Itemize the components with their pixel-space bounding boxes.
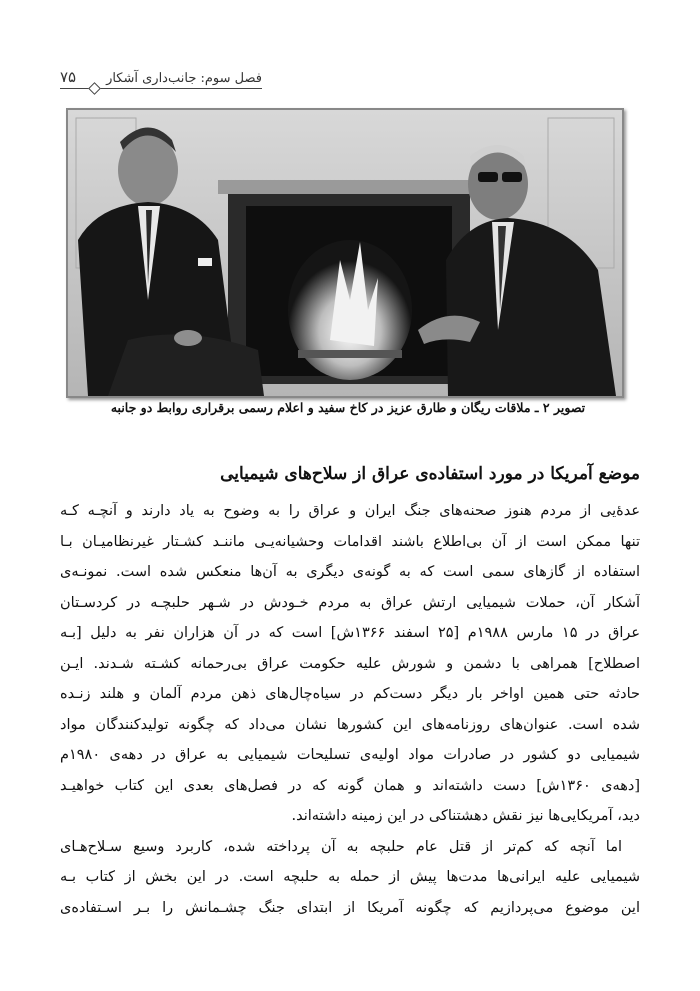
body-line: حادثه حتی همین اواخر بار دیگر دست‌کم در سیاه‌چال‌های ذهن مردم آلمان و هلند زنـده bbox=[60, 686, 640, 702]
photo bbox=[66, 108, 624, 398]
body-line: آشکار آن، حملات شیمیایی ارتش عراق به مردم خـودش در شـهر حلبچـه در کردسـتان bbox=[60, 594, 640, 611]
running-header bbox=[60, 62, 262, 86]
body-line: شیمیایی دو کشور در صادرات مواد اولیه‌ی تسلیحات شیمیایی به عراق در دهه‌ی ۱۹۸۰م bbox=[60, 747, 640, 763]
body-line: استفاده از گازهای سمی است که به گونه‌ی دیگری به آن‌ها منعکس شده است. نمونـه‌ی bbox=[60, 564, 640, 580]
body-line: اصطلاح] همراهی با دشمن و شورش علیه حکومت عراق بی‌رحمانه کشـته شـدند. ایـن bbox=[60, 655, 640, 672]
body-line: این موضوع می‌پردازیم که چگونه آمریکا از ابتدای جنگ چشـمانش را بـر اسـتفاده‌ی bbox=[60, 899, 640, 916]
body-line: تنها ممکن است از آن بی‌اطلاع باشند اقدامات وحشیانه‌یـی ماننـد کشـتار غیرنظامیـان بـا bbox=[60, 533, 640, 550]
figure-caption: تصویر ۲ ـ ملاقات ریگان و طارق عزیز در کاخ سفید و اعلام رسمی برقراری روابط دو جانبه bbox=[110, 400, 586, 415]
body-line: عدهٔ‌یی از مردم هنوز صحنه‌های جنگ ایران و عراق را به وضوح به یاد دارند و آنچـه کـه bbox=[60, 503, 640, 519]
body-line: دید، آمریکایی‌ها نیز نقش دهشتناکی در این زمینه داشته‌اند. bbox=[291, 808, 640, 824]
body-line: [دهه‌ی ۱۳۶۰ش] دست داشته‌اند و همان گونه که در فصل‌های بعدی این کتاب خواهیـد bbox=[60, 777, 640, 794]
body-line: شیمیایی علیه ایرانی‌ها مدت‌ها پیش از حمله به حلبچه است. در این بخش از کتاب بـه bbox=[60, 869, 640, 885]
section-title: موضع آمریکا در مورد استفاده‌ی عراق از سلاح‌های شیمیایی bbox=[220, 464, 640, 484]
photo-illustration bbox=[68, 110, 622, 396]
body-line: اما آنچه که کم‌تر از قتل عام حلبچه به آن پرداخته شده، کاربرد وسیع سـلاح‌هـای bbox=[60, 838, 622, 855]
body-line: عراق در ۱۵ مارس ۱۹۸۸م [۲۵ اسفند ۱۳۶۶ش] است که در آن هزاران نفر به دلیل [بـه bbox=[60, 625, 640, 641]
page-number: ۷۵ bbox=[60, 68, 77, 86]
chapter-title: فصل سوم: جانب‌داری آشکار bbox=[106, 71, 262, 86]
body-line: شده است. عنوان‌های روزنامه‌های این کشورها نشان می‌داد که چگونه تولیدکنندگان مواد bbox=[60, 716, 640, 733]
body-text bbox=[60, 496, 640, 923]
